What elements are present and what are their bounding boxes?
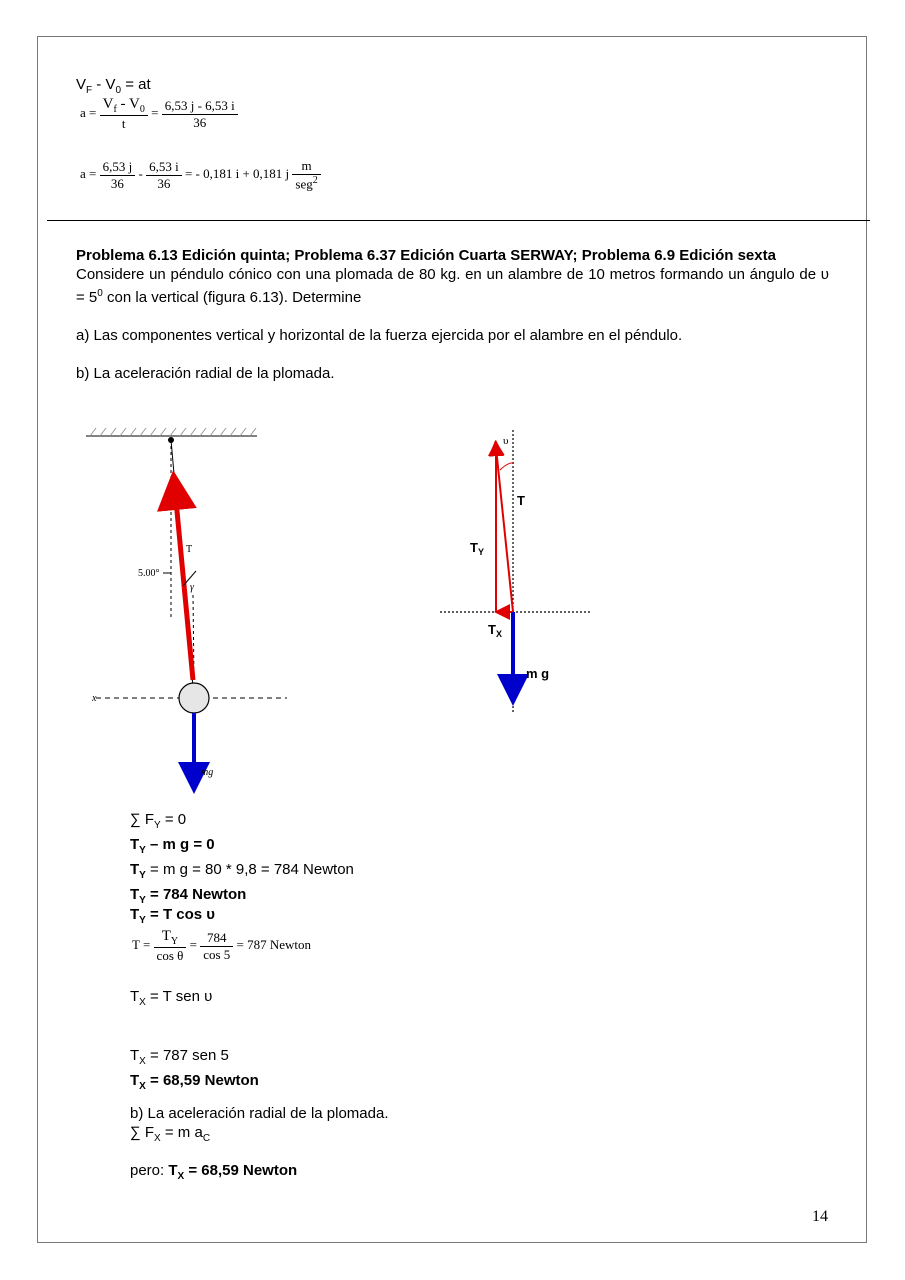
tension-equation: T = $\frac{T_Y}{\text{cos θ}}$ = $\frac{784}{\cos 5}$ = 787 Newton xyxy=(132,928,312,963)
tx-result-line: $T_X = 68,59$ Newton xyxy=(130,1072,259,1092)
fbd-angle-arc xyxy=(500,463,514,470)
tension-label: T xyxy=(186,544,193,555)
fbd-tension-arrow xyxy=(496,448,513,612)
bob xyxy=(179,683,209,713)
fbd-theta-label: υ xyxy=(503,435,509,447)
weight-label: mg xyxy=(201,767,214,778)
part-b-answer-heading: b) La aceleración radial de la plomada. xyxy=(130,1105,389,1122)
sum-fx-line: ∑ $F_X = m$ $a_C$ xyxy=(130,1124,211,1144)
free-body-diagram xyxy=(440,430,592,712)
x-axis-label: x xyxy=(92,693,97,704)
ty-result-line: $T_Y = 784$ Newton xyxy=(130,886,247,906)
ty-calc-line: $T_Y = m$ g = 80 * 9,8 = 784 Newton xyxy=(130,861,354,881)
tx-sen-line: $T_X = T$ sen υ xyxy=(130,988,213,1008)
fbd-tension-label: T xyxy=(517,493,525,508)
tx-calc-line: $T_X = 787$ sen 5 xyxy=(130,1047,229,1067)
solution-block-3 xyxy=(130,1104,389,1148)
fbd-weight-label: m g xyxy=(526,666,550,681)
ceiling xyxy=(86,428,257,436)
sum-fy-line: ∑ $F_Y = 0$ xyxy=(130,811,187,831)
problem-text: Considere un péndulo cónico con una plomada de 80 kg. en un alambre de 10 metros formando un ángulo de $\upsilon = 5^0$ con la vertical (figura 6.13). Determine xyxy=(76,266,829,306)
page-number: 14 xyxy=(812,1208,828,1225)
kinematics-equation: $V_F - V_0$ = at xyxy=(76,76,151,96)
part-b-question: b) La aceleración radial de la plomada. xyxy=(76,365,335,382)
gamma-label: γ xyxy=(190,582,194,593)
acceleration-equation-1: a = $\frac{V_f - V_0}{t}$ = $\frac{6,53 j - 6,53 i}{36}$ xyxy=(80,96,238,132)
fbd-ty-label: $T_Y$ xyxy=(470,540,484,557)
ty-cos-line: $T_Y = T$ cos υ xyxy=(130,906,216,926)
part-a-question: a) Las componentes vertical y horizontal de la fuerza ejercida por el alambre en el péndulo. xyxy=(76,327,683,344)
solution-block-1 xyxy=(130,810,354,910)
pero-line: pero: $T_X = 68,59$ Newton xyxy=(130,1162,298,1182)
ty-mg-line: $T_Y$ – m g = 0 xyxy=(130,836,215,856)
acceleration-equation-2: a = $\frac{6,53 j}{36}$ - $\frac{6,53 i}{36}$ = - 0,181 i + 0,181 j $\frac{m}{seg^2}$ xyxy=(80,158,321,192)
angle-label: 5.00° xyxy=(138,568,160,579)
problem-heading: Problema 6.13 Edición quinta; Problema 6.37 Edición Cuarta SERWAY; Problema 6.9 Edición sexta xyxy=(76,247,776,264)
solution-block-2 xyxy=(130,1046,259,1096)
fbd-tx-label: $T_X$ xyxy=(488,622,502,639)
